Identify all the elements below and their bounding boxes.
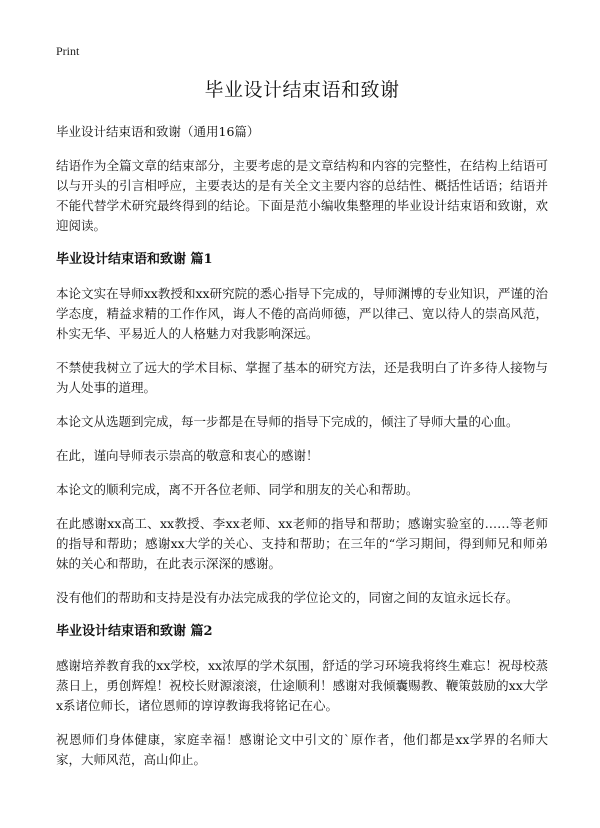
- section-paragraph: 祝恩师们身体健康，家庭幸福！感谢论文中引文的`原作者，他们都是xx学界的名师大家，大师风范，高山仰止。: [56, 732, 548, 767]
- section-paragraph: 本论文从选题到完成，每一步都是在导师的指导下完成的，倾注了导师大量的心血。: [56, 414, 519, 429]
- page-title: 毕业设计结束语和致谢: [204, 79, 400, 101]
- section-paragraph: 不禁使我树立了远大的学术目标、掌握了基本的研究方法，还是我明白了许多待人接物与为人处事的道理。: [56, 360, 548, 395]
- section-1: [56, 250, 548, 608]
- section-2: [56, 622, 548, 770]
- section-paragraph: 在此，谨向导师表示崇高的敬意和衷心的感谢！: [56, 448, 319, 463]
- document-subtitle: 毕业设计结束语和致谢（通用16篇）: [56, 124, 260, 139]
- section-paragraph: 本论文的顺利完成，离不开各位老师、同学和朋友的关心和帮助。: [56, 482, 419, 497]
- section-paragraph: 本论文实在导师xx教授和xx研究院的悉心指导下完成的，导师渊博的专业知识，严谨的治学态度，精益求精的工作作风，诲人不倦的高尚师德，严以律己、宽以待人的崇高风范，朴实无华、平易近人的人格魅力对我影响深远。: [56, 286, 548, 341]
- section-heading: 毕业设计结束语和致谢 篇2: [56, 624, 213, 639]
- print-label: Print: [56, 44, 80, 58]
- intro-paragraph: 结语作为全篇文章的结束部分，主要考虑的是文章结构和内容的完整性，在结构上结语可以与开头的引言相呼应，主要表达的是有关全文主要内容的总结性、概括性话语；结语并不能代替学术研究最终得到的结论。下面是范小编收集整理的毕业设计结束语和致谢，欢迎阅读。: [56, 158, 548, 233]
- section-paragraph: 没有他们的帮助和支持是没有办法完成我的学位论文的，同窗之间的友谊永远长存。: [56, 590, 519, 605]
- section-paragraph: 感谢培养教育我的xx学校，xx浓厚的学术氛围，舒适的学习环境我将终生难忘！祝母校蒸蒸日上，勇创辉煌！祝校长财源滚滚，仕途顺利！感谢对我倾囊赐教、鞭策鼓励的xx大学x系诸位师长，诸位恩师的谆谆教诲我将铭记在心。: [56, 658, 548, 713]
- section-paragraph: 在此感谢xx高工、xx教授、李xx老师、xx老师的指导和帮助；感谢实验室的……等老师的指导和帮助；感谢xx大学的关心、支持和帮助；在三年的“学习期间，得到师兄和师弟妹的关心和帮助，在此表示深深的感谢。: [56, 516, 548, 571]
- section-heading: 毕业设计结束语和致谢 篇1: [56, 252, 213, 267]
